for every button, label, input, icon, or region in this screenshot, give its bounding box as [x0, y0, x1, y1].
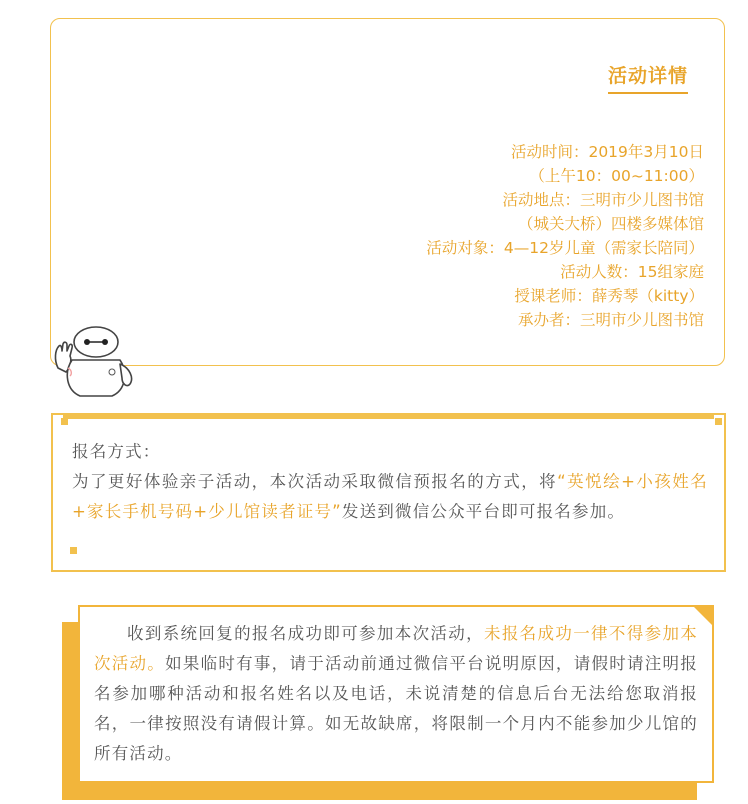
registration-body-end: 发送到微信公众平台即可报名参加。: [341, 502, 626, 521]
registration-heading: 报名方式：: [72, 442, 161, 461]
detail-capacity: 活动人数：15组家庭: [560, 263, 704, 281]
detail-location: 活动地点：三明市少儿图书馆: [502, 191, 704, 209]
registration-card: [51, 413, 726, 572]
activity-details-title: 活动详情: [608, 61, 688, 94]
registration-top-bar: [63, 415, 714, 419]
notice-body-end: 如果临时有事，请于活动前通过微信平台说明原因，请假时请注明报名参加哪种活动和报名姓名以及电话，未说清楚的信息后台无法给您取消报名，一律按照没有请假计算。如无故缺席，将限制一个月内不能参加少儿馆的所有活动。: [94, 654, 699, 763]
registration-body: 为了更好体验亲子活动，本次活动采取微信预报名的方式，将: [72, 472, 558, 491]
corner-square: [70, 547, 77, 554]
corner-square: [61, 418, 68, 425]
corner-square: [715, 418, 722, 425]
detail-organizer: 承办者：三明市少儿图书馆: [517, 311, 704, 329]
notice-text: [94, 619, 698, 769]
baymax-robot-waving-icon: [50, 320, 140, 400]
notice-highlight: 未报名成功一律不得参加本次活动。: [94, 624, 698, 673]
detail-time: 活动时间：2019年3月10日: [510, 143, 704, 161]
notice-card: [78, 605, 714, 783]
activity-details-card: [50, 18, 725, 366]
registration-highlight: “英悦绘+小孩姓名+家长手机号码+少儿馆读者证号”: [72, 472, 708, 521]
detail-time-range: （上午10：00~11:00）: [529, 167, 704, 185]
detail-location-room: （城关大桥）四楼多媒体馆: [517, 215, 704, 233]
notice-body: 收到系统回复的报名成功即可参加本次活动，: [127, 624, 484, 643]
registration-text: [72, 437, 708, 527]
detail-audience: 活动对象：4—12岁儿童（需家长陪同）: [426, 239, 704, 257]
activity-details-list: [426, 140, 704, 332]
detail-teacher: 授课老师：薛秀琴（kitty）: [514, 287, 704, 305]
